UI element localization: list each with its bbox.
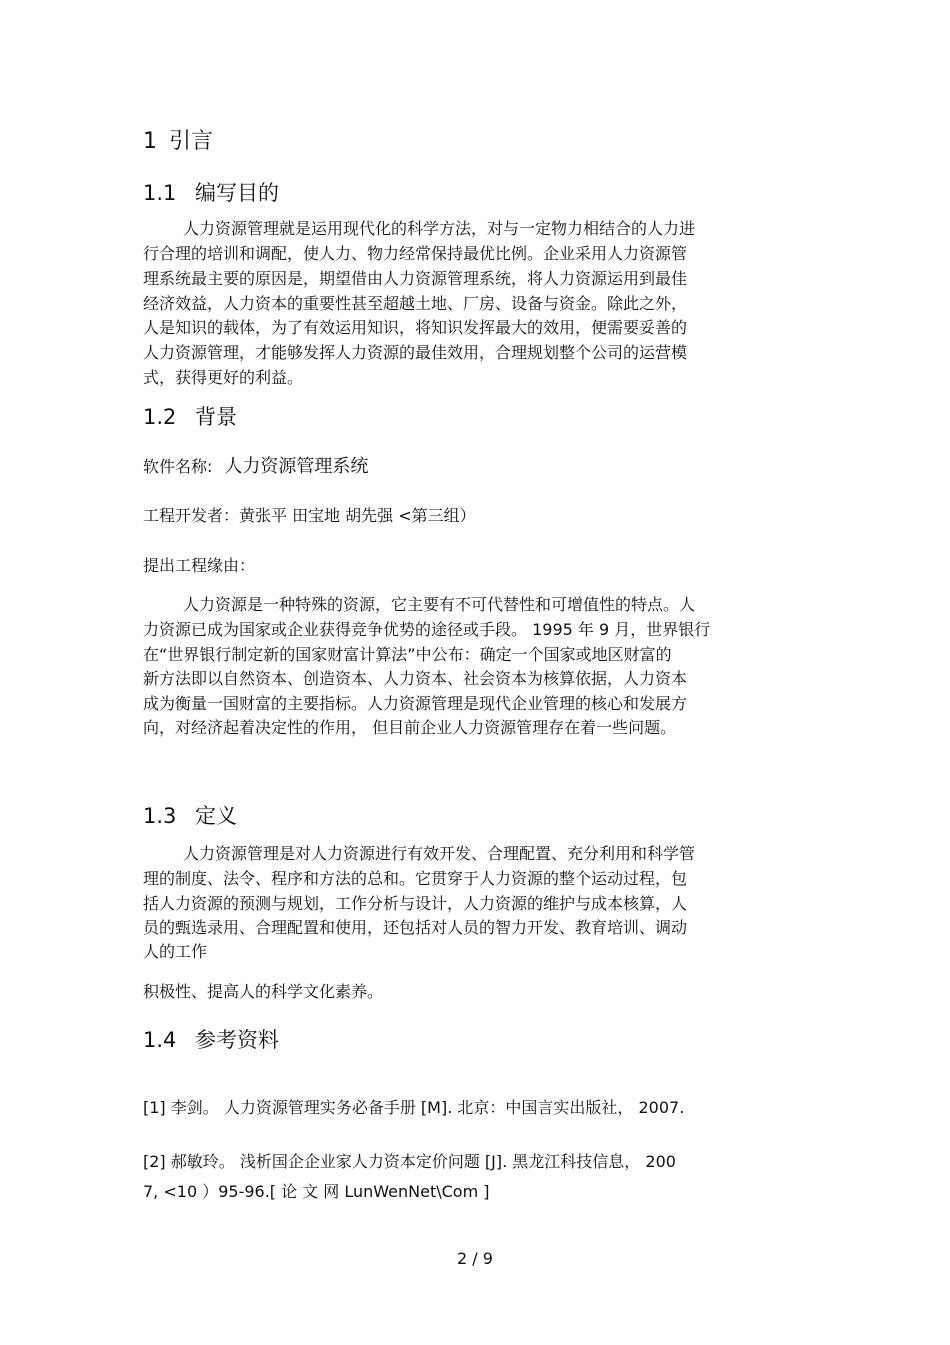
paragraph-line: 行合理的培训和调配，使人力、物力经常保持最优比例。企业采用人力资源管: [143, 244, 688, 263]
section-1-1-number: 1.1: [143, 181, 177, 205]
section-1-3-heading: [143, 802, 237, 830]
reference-item-continuation: 7, <10 ）95-96.[ 论 文 网 LunWenNet\Com ]: [143, 1182, 490, 1201]
section-1-1-heading: [143, 179, 279, 207]
software-name-label: 软件名称:: [143, 457, 213, 476]
paragraph-line: 括人力资源的预测与规划，工作分析与设计，人力资源的维护与成本核算，人: [143, 894, 688, 913]
paragraph-line: 人力资源管理是对人力资源进行有效开发、合理配置、充分利用和科学管: [183, 844, 696, 863]
origin-label: 提出工程缘由：: [143, 556, 256, 575]
section-1-2-number: 1.2: [143, 405, 177, 429]
reference-item: [1] 李剑。 人力资源管理实务必备手册 [M]. 北京：中国言实出版社， 2007.: [143, 1098, 685, 1117]
page-number: 2 / 9: [457, 1249, 493, 1268]
section-1-4-number: 1.4: [143, 1028, 177, 1052]
software-name-field: [143, 455, 368, 479]
section-1-3-title: 定义: [195, 804, 237, 828]
section-1-2-heading: [143, 403, 237, 431]
paragraph-line: 理系统最主要的原因是，期望借由人力资源管理系统，将人力资源运用到最佳: [143, 269, 688, 288]
section-1-1-title: 编写目的: [195, 181, 279, 205]
section-1-2-title: 背景: [195, 405, 237, 429]
paragraph-line: 员的甄选录用、合理配置和使用，还包括对人员的智力开发、教育培训、调动: [143, 918, 688, 937]
paragraph-continuation: 积极性、提高人的科学文化素养。: [143, 982, 384, 1001]
section-1-4-title: 参考资料: [195, 1028, 279, 1052]
reference-item: [2] 郝敏玲。 浅析国企企业家人力资本定价问题 [J]. 黑龙江科技信息， 200: [143, 1152, 676, 1171]
paragraph-line: 新方法即以自然资本、创造资本、人力资本、社会资本为核算依据，人力资本: [143, 669, 688, 688]
paragraph-line: 人力资源是一种特殊的资源，它主要有不可代替性和可增值性的特点。人: [183, 595, 696, 614]
paragraph-line: 人力资源管理，才能够发挥人力资源的最佳效用，合理规划整个公司的运营模: [143, 343, 688, 362]
paragraph-line: 经济效益，人力资本的重要性甚至超越土地、厂房、设备与资金。除此之外，: [143, 294, 688, 313]
paragraph-line: 人力资源管理就是运用现代化的科学方法，对与一定物力相结合的人力进: [183, 219, 696, 238]
section-1-3-number: 1.3: [143, 804, 177, 828]
paragraph-line: 理的制度、法令、程序和方法的总和。它贯穿于人力资源的整个运动过程，包: [143, 869, 688, 888]
paragraph-line: 人的工作: [143, 942, 208, 961]
paragraph-line: 力资源已成为国家或企业获得竞争优势的途径或手段。 1995 年 9 月，世界银行: [143, 620, 711, 639]
paragraph-line: 在“世界银行制定新的国家财富计算法”中公布：确定一个国家或地区财富的: [143, 645, 672, 664]
section-1-number: 1: [143, 129, 157, 154]
paragraph-line: 式，获得更好的利益。: [143, 368, 304, 387]
section-1-title: 引言: [169, 129, 214, 154]
paragraph-line: 向，对经济起着决定性的作用， 但目前企业人力资源管理存在着一些问题。: [143, 718, 677, 737]
developers-line: 工程开发者：黄张平 田宝地 胡先强 <第三组）: [143, 506, 476, 525]
paragraph-line: 人是知识的载体，为了有效运用知识，将知识发挥最大的效用，便需要妥善的: [143, 318, 688, 337]
section-1-heading: [143, 128, 213, 156]
section-1-4-heading: [143, 1026, 279, 1054]
paragraph-line: 成为衡量一国财富的主要指标。人力资源管理是现代企业管理的核心和发展方: [143, 694, 688, 713]
software-name-value: 人力资源管理系统: [224, 456, 369, 477]
